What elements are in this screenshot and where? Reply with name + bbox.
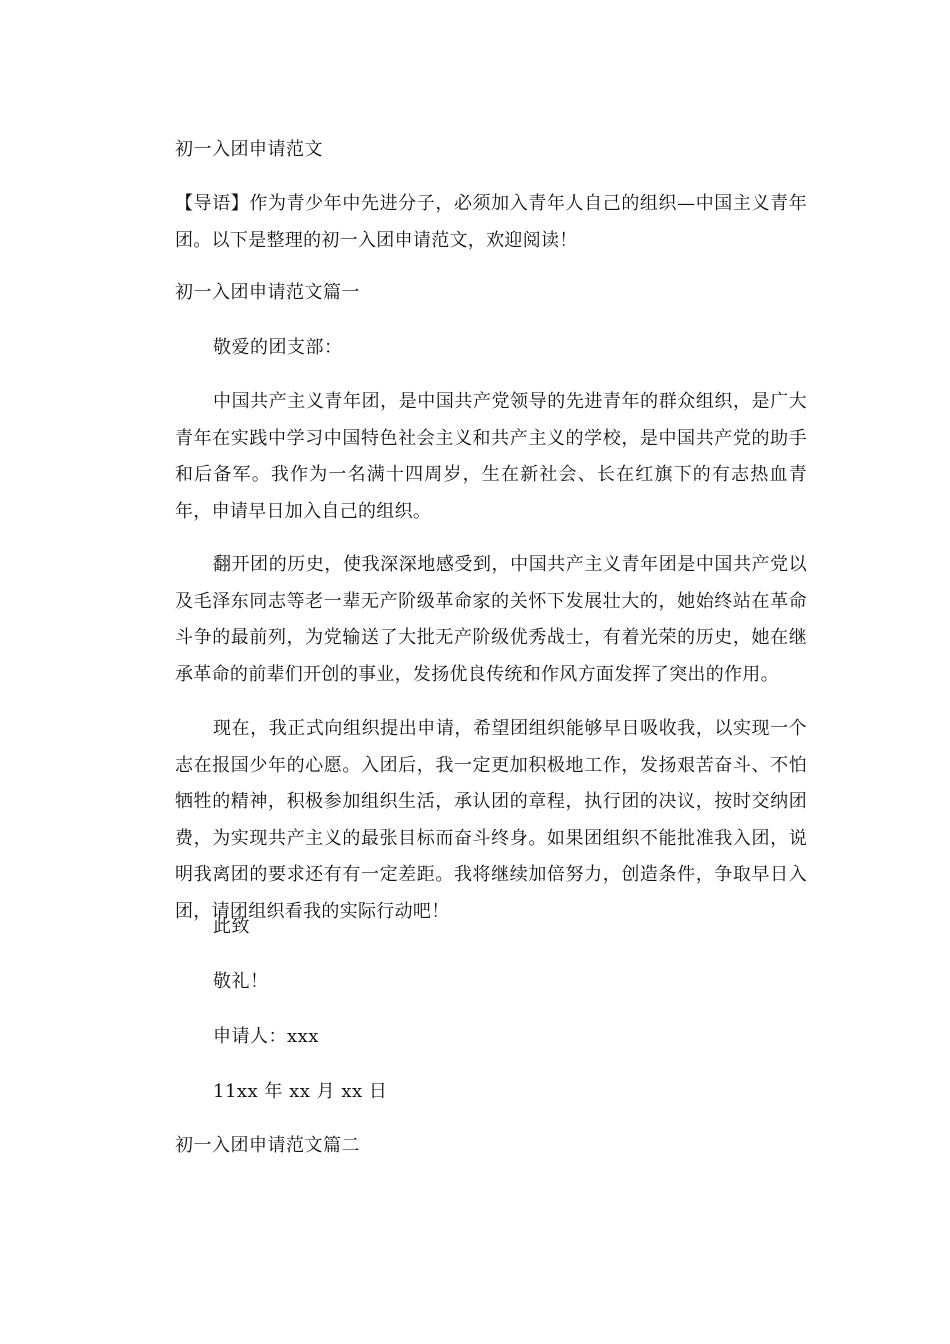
intro-paragraph: 【导语】作为青少年中先进分子，必须加入青年人自己的组织—中国主义青年团。以下是整理的初一入团申请范文，欢迎阅读！ — [175, 193, 807, 251]
document-title: 初一入团申请范文 — [175, 139, 323, 160]
regards: 敬礼！ — [213, 971, 269, 992]
date: 11xx 年 xx 月 xx 日 — [213, 1081, 388, 1102]
closing: 此致 — [213, 916, 250, 937]
applicant: 申请人：xxx — [213, 1026, 319, 1047]
section-2-title: 初一入团申请范文篇二 — [175, 1135, 360, 1156]
body-paragraph-2: 翻开团的历史，使我深深地感受到，中国共产主义青年团是中国共产党以及毛泽东同志等老一辈无产阶级革命家的关怀下发展壮大的，她始终站在革命斗争的最前列，为党输送了大批无产阶级优秀战士，有着光荣的历史，她在继承革命的前辈们开创的事业，发扬优良传统和作风方面发挥了突出的作用。 — [175, 554, 807, 685]
body-paragraph-3: 现在，我正式向组织提出申请，希望团组织能够早日吸收我，以实现一个志在报国少年的心愿。入团后，我一定更加积极地工作，发扬艰苦奋斗、不怕牺牲的精神，积极参加组织生活，承认团的章程，执行团的决议，按时交纳团费，为实现共产主义的最张目标而奋斗终身。如果团组织不能批准我入团，说明我离团的要求还有有一定差距。我将继续加倍努力，创造条件，争取早日入团，请团组织看我的实际行动吧！ — [175, 718, 807, 922]
section-1-title: 初一入团申请范文篇一 — [175, 282, 360, 303]
salutation: 敬爱的团支部： — [213, 337, 343, 358]
body-paragraph-1: 中国共产主义青年团，是中国共产党领导的先进青年的群众组织，是广大青年在实践中学习中国特色社会主义和共产主义的学校，是中国共产党的助手和后备军。我作为一名满十四周岁，生在新社会、长在红旗下的有志热血青年，申请早日加入自己的组织。 — [175, 391, 807, 522]
